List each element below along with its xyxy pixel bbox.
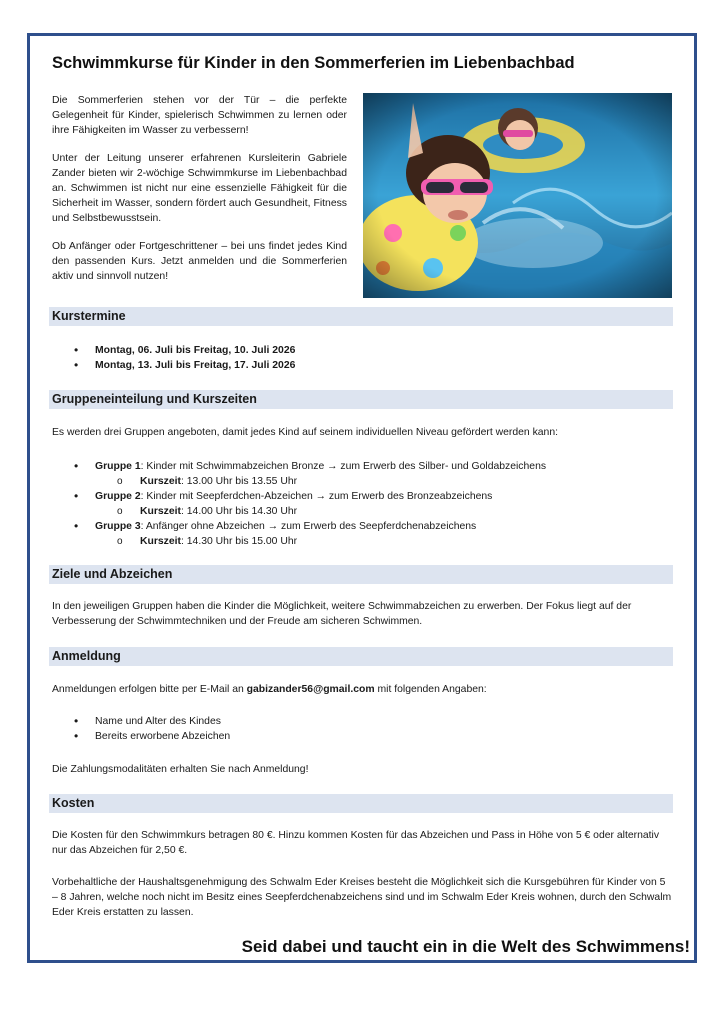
list-item: • Montag, 13. Juli bis Freitag, 17. Juli 2026 <box>52 358 674 373</box>
list-item: • Name und Alter des Kindes <box>52 714 674 729</box>
section-heading-gruppen: Gruppeneinteilung und Kurszeiten <box>49 390 673 409</box>
kosten-text-2: Vorbehaltliche der Haushaltsgenehmigung des Schwalm Eder Kreises besteht die Möglichkeit sich die Kursgebühren für Kinder von 5 – 8 Jahren, welche noch nicht im Besitz eines Seepferdchenabzeichens sind und im Schwalm Eder Kreis wohnen, durch den Schwalm Eder Kreis erstatten zu lassen. <box>52 877 672 918</box>
intro-text <box>52 93 347 297</box>
list-item: • Montag, 06. Juli bis Freitag, 10. Juli 2026 <box>52 343 674 358</box>
group-time: o Kurszeit: 14.30 Uhr bis 15.00 Uhr <box>95 534 674 549</box>
anmeldung-note: Die Zahlungsmodalitäten erhalten Sie nach Anmeldung! <box>52 764 309 775</box>
group-item: • Gruppe 1: Kinder mit Schwimmabzeichen Bronze → zum Erwerb des Silber- und Goldabzeichens o Kurszeit: 13.00 Uhr bis 13.55 Uhr <box>52 459 674 489</box>
closing-slogan: Seid dabei und taucht ein in die Welt des Schwimmens! <box>241 937 690 956</box>
intro-paragraph-3: Ob Anfänger oder Fortgeschrittener – bei uns findet jedes Kind den passenden Kurs. Jetzt anmelden und die Sommerferien aktiv und sinnvoll nutzen! <box>52 241 347 282</box>
ziele-text: In den jeweiligen Gruppen haben die Kinder die Möglichkeit, weitere Schwimmabzeichen zu erwerben. Der Fokus liegt auf der Verbesserung der Schwimmtechniken und der Freude am sicheren Schwimmen. <box>52 601 632 627</box>
gruppen-intro: Es werden drei Gruppen angeboten, damit jedes Kind auf seinem individuellen Niveau gefördert werden kann: <box>52 427 558 438</box>
anmeldung-text: Anmeldungen erfolgen bitte per E-Mail an gabizander56@gmail.com mit folgenden Angaben: <box>52 684 487 695</box>
group-time: o Kurszeit: 14.00 Uhr bis 14.30 Uhr <box>95 504 674 519</box>
intro-paragraph-1: Die Sommerferien stehen vor der Tür – die perfekte Gelegenheit für Kinder, spielerisch Schwimmen zu lernen oder ihre Fähigkeiten im Wasser zu verbessern! <box>52 95 347 136</box>
email-address[interactable]: gabizander56@gmail.com <box>246 684 375 695</box>
swimming-children-photo <box>363 93 672 298</box>
kosten-text-1: Die Kosten für den Schwimmkurs betragen 80 €. Hinzu kommen Kosten für das Abzeichen und Pass in Höhe von 5 € oder alternativ nur das Abzeichen für 2,50 €. <box>52 830 660 856</box>
group-time: o Kurszeit: 13.00 Uhr bis 13.55 Uhr <box>95 474 674 489</box>
group-item: • Gruppe 2: Kinder mit Seepferdchen-Abzeichen → zum Erwerb des Bronzeabzeichens o Kurszeit: 14.00 Uhr bis 14.30 Uhr <box>52 489 674 519</box>
section-heading-kosten: Kosten <box>49 794 673 813</box>
group-item: • Gruppe 3: Anfänger ohne Abzeichen → zum Erwerb des Seepferdchenabzeichens o Kurszeit: 14.30 Uhr bis 15.00 Uhr <box>52 519 674 549</box>
section-heading-anmeldung: Anmeldung <box>49 647 673 666</box>
page-title: Schwimmkurse für Kinder in den Sommerferien im Liebenbachbad <box>52 54 575 72</box>
kurstermine-list <box>52 343 674 373</box>
section-heading-kurstermine: Kurstermine <box>49 307 673 326</box>
intro-paragraph-2: Unter der Leitung unserer erfahrenen Kursleiterin Gabriele Zander bieten wir 2-wöchige Schwimmkurse im Liebenbachbad an. Schwimmen ist nicht nur eine essenzielle Fähigkeit für die Sicherheit im Wasser, sondern fördert auch Gesundheit, Fitness und Selbstbewusstsein. <box>52 153 347 224</box>
anmeldung-list <box>52 714 674 744</box>
gruppen-list <box>52 459 674 549</box>
list-item: • Bereits erworbene Abzeichen <box>52 729 674 744</box>
section-heading-ziele: Ziele und Abzeichen <box>49 565 673 584</box>
